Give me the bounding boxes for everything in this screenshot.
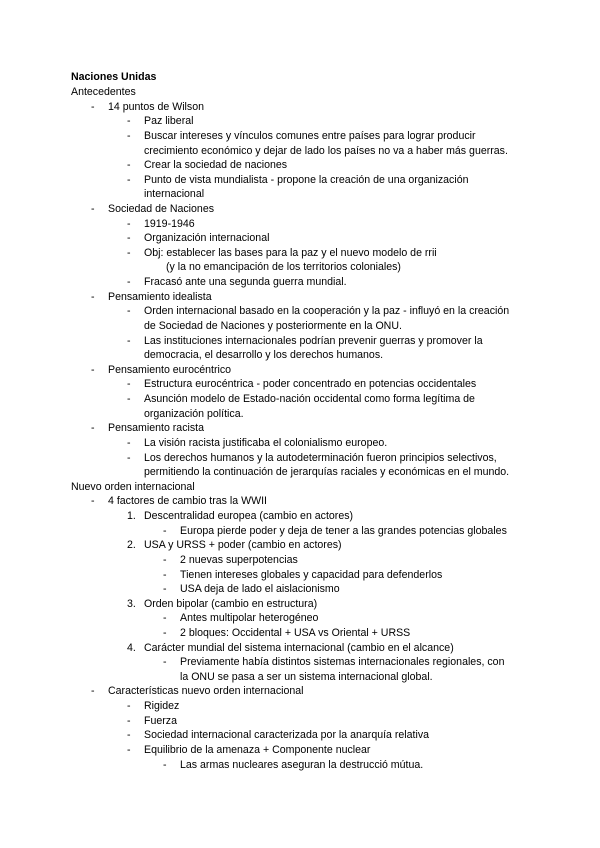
bullet-dash: -	[163, 656, 167, 669]
line-text: 2 nuevas superpotencias	[180, 553, 298, 566]
line-text: 14 puntos de Wilson	[108, 100, 204, 113]
bullet-dash: -	[163, 524, 167, 537]
line-text: Buscar intereses y vínculos comunes entre países para lograr producir	[144, 129, 476, 142]
line-text: Sociedad internacional caracterizada por la anarquía relativa	[144, 729, 430, 742]
bullet-dash: -	[91, 422, 95, 435]
line-text: Europa pierde poder y deja de tener a las grandes potencias globales	[180, 524, 507, 537]
bullet-dash: -	[127, 378, 131, 391]
bullet-dash: -	[91, 100, 95, 113]
bullet-dash: -	[127, 159, 131, 172]
document-title-text: Naciones Unidas	[71, 71, 157, 83]
line-text: Asunción modelo de Estado-nación occidental como forma legítima de	[144, 393, 475, 405]
bullet-dash: -	[163, 758, 167, 771]
line-text: organización política.	[144, 407, 244, 420]
line-text: (y la no emancipación de los territorios coloniales)	[166, 261, 401, 274]
bullet-dash: -	[163, 626, 167, 639]
line-text: internacional	[144, 188, 205, 201]
line-text: Fracasó ante una segunda guerra mundial.	[144, 276, 347, 289]
bullet-dash: -	[127, 129, 131, 142]
bullet-dash: -	[127, 246, 131, 259]
line-text: 4 factores de cambio tras la WWII	[108, 495, 267, 508]
bullet-dash: -	[91, 290, 95, 303]
bullet-dash: -	[127, 700, 131, 712]
line-text: 1919-1946	[144, 217, 195, 230]
bullet-dash: -	[127, 729, 131, 742]
line-text: Antes multipolar heterogéneo	[180, 612, 319, 625]
line-text: USA deja de lado el aislacionismo	[180, 583, 340, 596]
line-text: Punto de vista mundialista - propone la creación de una organización	[144, 173, 469, 186]
bullet-dash: -	[91, 363, 95, 376]
bullet-dash: -	[127, 451, 131, 464]
line-text: Las instituciones internacionales podrían prevenir guerras y promover la	[144, 334, 483, 347]
line-text: Paz liberal	[144, 115, 194, 128]
line-text: de Sociedad de Naciones y posteriormente en la ONU.	[144, 319, 402, 332]
line-text: Equilibrio de la amenaza + Componente nuclear	[144, 743, 371, 756]
line-text: la ONU se pasa a ser un sistema internacional global.	[180, 670, 433, 683]
bullet-dash: -	[127, 743, 131, 756]
line-text: USA y URSS + poder (cambio en actores)	[144, 539, 342, 552]
bullet-dash: -	[163, 553, 167, 566]
list-number: 3.	[127, 597, 136, 610]
bullet-dash: -	[127, 232, 131, 245]
line-text: Sociedad de Naciones	[108, 203, 215, 215]
line-text: democracia, el desarrollo y los derechos humanos.	[144, 349, 384, 362]
list-number: 1.	[127, 510, 136, 522]
list-number: 2.	[127, 539, 136, 552]
line-text: Orden bipolar (cambio en estructura)	[144, 597, 318, 610]
line-text: Los derechos humanos y la autodeterminación fueron principios selectivos,	[144, 451, 497, 464]
line-text: 2 bloques: Occidental + USA vs Oriental + URSS	[180, 626, 411, 639]
bullet-dash: -	[91, 203, 95, 215]
line-text: Previamente había distintos sistemas internacionales regionales, con	[180, 656, 505, 669]
bullet-dash: -	[127, 115, 131, 128]
line-text: Orden internacional basado en la cooperación y la paz - influyó en la creación	[144, 305, 510, 318]
line-text: Crear la sociedad de naciones	[144, 159, 288, 172]
line-text: Tienen intereses globales y capacidad para defenderlos	[180, 568, 443, 581]
line-text: Fuerza	[144, 714, 177, 727]
list-number: 4.	[127, 641, 136, 654]
line-text: Las armas nucleares aseguran la destrucció mútua.	[180, 758, 424, 771]
bullet-dash: -	[163, 612, 167, 625]
bullet-dash: -	[127, 276, 131, 289]
bullet-dash: -	[127, 334, 131, 347]
line-text: permitiendo la continuación de jerarquías raciales y económicas en el mundo.	[144, 466, 510, 479]
bullet-dash: -	[163, 568, 167, 581]
bullet-dash: -	[163, 583, 167, 596]
bullet-dash: -	[127, 393, 131, 405]
line-text: Obj: establecer las bases para la paz y el nuevo modelo de rrii	[144, 246, 437, 259]
line-text: Estructura eurocéntrica - poder concentrado en potencias occidentales	[144, 378, 477, 391]
line-text: Rigidez	[144, 700, 180, 712]
line-text: crecimiento económico y dejar de lado los países no va a haber más guerras.	[144, 144, 508, 157]
line-text: Características nuevo orden internacional	[108, 685, 304, 698]
bullet-dash: -	[127, 173, 131, 186]
line-text: Pensamiento racista	[108, 422, 204, 435]
line-text: Carácter mundial del sistema internacional (cambio en el alcance)	[144, 641, 454, 654]
bullet-dash: -	[127, 217, 131, 230]
line-text: Pensamiento eurocéntrico	[108, 363, 232, 376]
line-text: Nuevo orden internacional	[71, 480, 195, 493]
line-text: Pensamiento idealista	[108, 290, 212, 303]
line-text: La visión racista justificaba el colonialismo europeo.	[144, 436, 388, 449]
bullet-dash: -	[127, 305, 131, 318]
bullet-dash: -	[127, 714, 131, 727]
line-text: Organización internacional	[144, 232, 270, 245]
line-text: Antecedentes	[71, 86, 136, 98]
bullet-dash: -	[91, 685, 95, 698]
bullet-dash: -	[127, 436, 131, 449]
line-text: Descentralidad europea (cambio en actores)	[144, 510, 354, 522]
bullet-dash: -	[91, 495, 95, 508]
